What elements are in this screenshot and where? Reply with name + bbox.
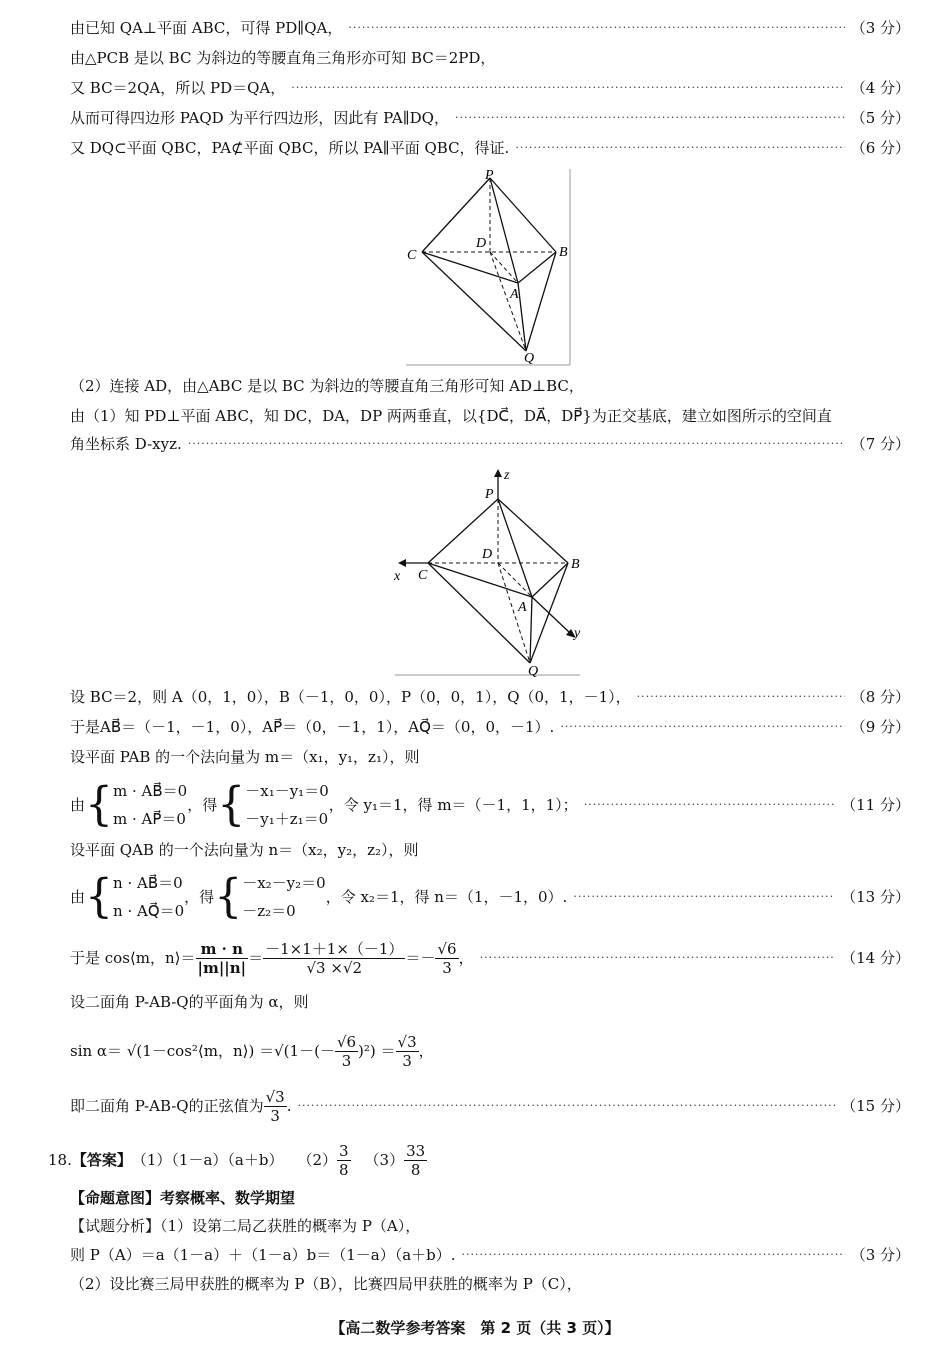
eq-suffix: ， [418, 1042, 434, 1060]
system-rows [245, 778, 329, 832]
system-row-3: －x₁－y₁＝0 [245, 782, 329, 800]
text-line-6 [70, 374, 910, 398]
leader-dots [573, 870, 835, 924]
leader-dots [480, 936, 836, 980]
numerator: √3 [265, 1087, 285, 1106]
edge-ca [428, 563, 532, 597]
line-text: 【试题分析】（1）设第二局乙获胜的概率为 P（A）， [70, 1217, 421, 1235]
leader-dots [462, 1243, 845, 1267]
score-mark: （7 分） [850, 435, 910, 453]
answer-part-3-label: （3） [364, 1151, 405, 1169]
text-line-5 [70, 136, 910, 160]
denominator: 8 [339, 1160, 349, 1179]
line-text: 设 BC＝2，则 A（0，1，0），B（－1，0，0），P（0，0，1），Q（0，1，－1）， [70, 688, 631, 706]
pyramid-diagram-2 [390, 465, 595, 680]
answer-part-2-fraction [337, 1142, 351, 1179]
equation-system-m [70, 778, 910, 832]
answer-part-2-label: （2） [297, 1151, 337, 1169]
answer-tag: 【答案】 [71, 1151, 132, 1169]
line-text: 从而可得四边形 PAQD 为平行四边形，因此有 PA∥DQ， [70, 109, 449, 127]
score-mark: （8 分） [850, 688, 910, 706]
system-row-2: m · AP⃗＝0 [113, 810, 186, 828]
denominator: √3 ×√2 [306, 958, 363, 977]
label-d: D [482, 547, 493, 562]
text-line-12 [70, 838, 910, 862]
denominator: |m||n| [197, 958, 247, 977]
question-number: 18. [48, 1151, 72, 1169]
numerator: m · n [196, 940, 249, 959]
system-rows [113, 870, 184, 924]
equation-system-n [70, 870, 910, 924]
text-line-16 [70, 1243, 910, 1267]
left-brace: { [214, 870, 243, 924]
edge-ba [532, 563, 568, 597]
eq-prefix: 由 [70, 888, 86, 906]
system-rows [113, 778, 187, 832]
text-line-7 [70, 404, 910, 428]
label-x: x [394, 569, 401, 584]
score-mark: （4 分） [850, 79, 910, 97]
label-b: B [559, 245, 568, 260]
text-line-3 [70, 76, 910, 100]
fraction-1 [335, 1033, 358, 1070]
leader-dots [291, 76, 844, 100]
fraction-3 [435, 940, 458, 977]
leader-dots [348, 16, 844, 40]
label-a: A [518, 600, 527, 615]
left-brace: { [85, 778, 114, 832]
answer-part-3-fraction [404, 1142, 427, 1179]
leader-dots [637, 685, 845, 709]
eq-text: sin α＝ √(1－cos²⟨m，n⟩) ＝√(1－(－ [70, 1042, 335, 1060]
score-mark: （14 分） [841, 949, 910, 967]
label-a: A [510, 287, 519, 302]
text-line-15 [70, 1214, 910, 1238]
eq-prefix: 于是 cos⟨m，n⟩＝ [70, 949, 196, 967]
line-text: 设平面 PAB 的一个法向量为 m＝（x₁，y₁，z₁），则 [70, 748, 420, 766]
line-text: 由已知 QA⊥平面 ABC，可得 PD∥QA， [70, 19, 343, 37]
label-c: C [418, 568, 428, 583]
text-line-14 [70, 1186, 910, 1210]
page-footer: 【高二数学参考答案 第 2 页（共 3 页）】 [330, 1319, 620, 1337]
numerator: √6 [437, 939, 457, 958]
system-row-1: m · AB⃗＝0 [113, 782, 188, 800]
fraction-1 [264, 1088, 287, 1125]
system-row-2: n · AQ⃗＝0 [113, 902, 185, 920]
text-line-9 [70, 685, 910, 709]
leader-dots [515, 136, 844, 160]
system-row-3: －x₂－y₂＝0 [242, 874, 326, 892]
eq-prefix: 由 [70, 796, 86, 814]
edge-ba [518, 252, 556, 283]
text-line-10 [70, 715, 910, 739]
fraction-2 [263, 940, 405, 977]
cosine-equation [70, 936, 910, 980]
numerator: √3 [397, 1032, 417, 1051]
denominator: 3 [442, 958, 452, 977]
edge-cq [428, 563, 530, 663]
line-text: 则 P（A）＝a（1－a）＋（1－a）b＝（1－a）（a＋b）. [70, 1246, 456, 1264]
score-mark: （5 分） [850, 109, 910, 127]
text-line-13 [70, 990, 910, 1014]
score-mark: （11 分） [841, 796, 910, 814]
left-brace: { [217, 778, 246, 832]
answer-part-1: （1）（1－a）（a＋b） [131, 1151, 284, 1169]
numerator: √6 [336, 1032, 357, 1051]
pyramid-figure-2 [390, 465, 595, 680]
score-mark: （6 分） [850, 139, 910, 157]
eq-suffix: ，令 y₁＝1，得 m＝（－1，1，1）； [328, 796, 578, 814]
numerator: 33 [406, 1141, 426, 1160]
text-line-4 [70, 106, 910, 130]
score-mark: （13 分） [841, 888, 910, 906]
eq-suffix: ， [458, 949, 474, 967]
line-text: （2）设比赛三局甲获胜的概率为 P（B），比赛四局甲获胜的概率为 P（C）， [70, 1275, 582, 1293]
line-text: 由（1）知 PD⊥平面 ABC，知 DC，DA，DP 两两垂直，以{DC⃗，DA⃗，DP⃗}为正交基底，建立如图所示的空间直 [70, 407, 832, 425]
eq-suffix: ，令 x₂＝1，得 n＝（1，－1，0）. [325, 888, 568, 906]
label-c: C [407, 248, 417, 263]
label-p: P [485, 168, 494, 183]
line-text: 由△PCB 是以 BC 为斜边的等腰直角三角形亦可知 BC＝2PD， [70, 49, 496, 67]
line-text: 于是AB⃗＝（－1，－1，0），AP⃗＝（0，－1，1），AQ⃗＝（0，0，－1）. [70, 718, 555, 736]
left-brace: { [85, 870, 114, 924]
score-mark: （9 分） [850, 718, 910, 736]
edge-aq [530, 597, 532, 663]
score-mark: （3 分） [850, 1246, 910, 1264]
edge-ca [422, 252, 518, 283]
text-line-8 [70, 432, 910, 456]
system-rows [242, 870, 326, 924]
label-z: z [504, 468, 510, 483]
question-18-answer [48, 1140, 910, 1180]
eq-mid: ，得 [187, 796, 218, 814]
fraction-2 [396, 1033, 419, 1070]
eq-mid: ，得 [184, 888, 215, 906]
denominator: 3 [402, 1051, 412, 1070]
leader-dots [584, 778, 835, 832]
edge-bq [530, 563, 568, 663]
label-b: B [571, 557, 580, 572]
leader-dots [560, 715, 844, 739]
leader-dots [455, 106, 845, 130]
equals: ＝－ [405, 949, 436, 967]
denominator: 3 [270, 1106, 280, 1125]
label-q: Q [524, 351, 535, 366]
equals: ＝ [248, 949, 264, 967]
edge-bq [526, 252, 556, 351]
system-row-4: －y₁＋z₁＝0 [245, 810, 329, 828]
eq-prefix: 即二面角 P-AB-Q的正弦值为 [70, 1097, 264, 1115]
line-text: 设平面 QAB 的一个法向量为 n＝（x₂，y₂，z₂），则 [70, 841, 419, 859]
text-line-1 [70, 16, 910, 40]
line-text: 又 DQ⊂平面 QBC，PA⊄平面 QBC，所以 PA∥平面 QBC，得证. [70, 139, 510, 157]
system-row-4: －z₂＝0 [242, 902, 296, 920]
label-p: P [485, 487, 494, 502]
text-line-11 [70, 745, 910, 769]
axis-z-arrow [494, 469, 502, 477]
system-row-1: n · AB⃗＝0 [113, 874, 183, 892]
line-text: 角坐标系 D-xyz. [70, 435, 182, 453]
leader-dots [188, 432, 845, 456]
label-d: D [476, 236, 487, 251]
score-mark: （3 分） [850, 19, 910, 37]
line-text: 设二面角 P-AB-Q的平面角为 α，则 [70, 993, 309, 1011]
pyramid-figure-1 [400, 165, 575, 370]
line-text: 又 BC＝2QA，所以 PD＝QA， [70, 79, 286, 97]
line-text: 【命题意图】考察概率、数学期望 [70, 1189, 296, 1207]
sine-equation [70, 1028, 910, 1074]
axis-y [532, 597, 570, 633]
numerator: 3 [339, 1141, 349, 1160]
denominator: 8 [410, 1160, 421, 1179]
score-mark: （15 分） [841, 1097, 910, 1115]
pyramid-diagram-1 [400, 165, 575, 370]
text-line-17 [70, 1272, 910, 1296]
numerator: －1×1＋1×（－1） [265, 939, 404, 958]
label-y: y [574, 626, 581, 641]
eq-suffix: . [286, 1097, 292, 1115]
label-q: Q [528, 664, 539, 679]
eq-close: )²) ＝ [358, 1042, 396, 1060]
sine-result-line [70, 1086, 910, 1126]
axis-x-arrow [398, 559, 406, 567]
leader-dots [298, 1086, 836, 1126]
fraction-1 [196, 940, 249, 977]
line-text: （2）连接 AD，由△ABC 是以 BC 为斜边的等腰直角三角形可知 AD⊥BC， [70, 377, 584, 395]
text-line-2 [70, 46, 910, 70]
denominator: 3 [341, 1051, 352, 1070]
